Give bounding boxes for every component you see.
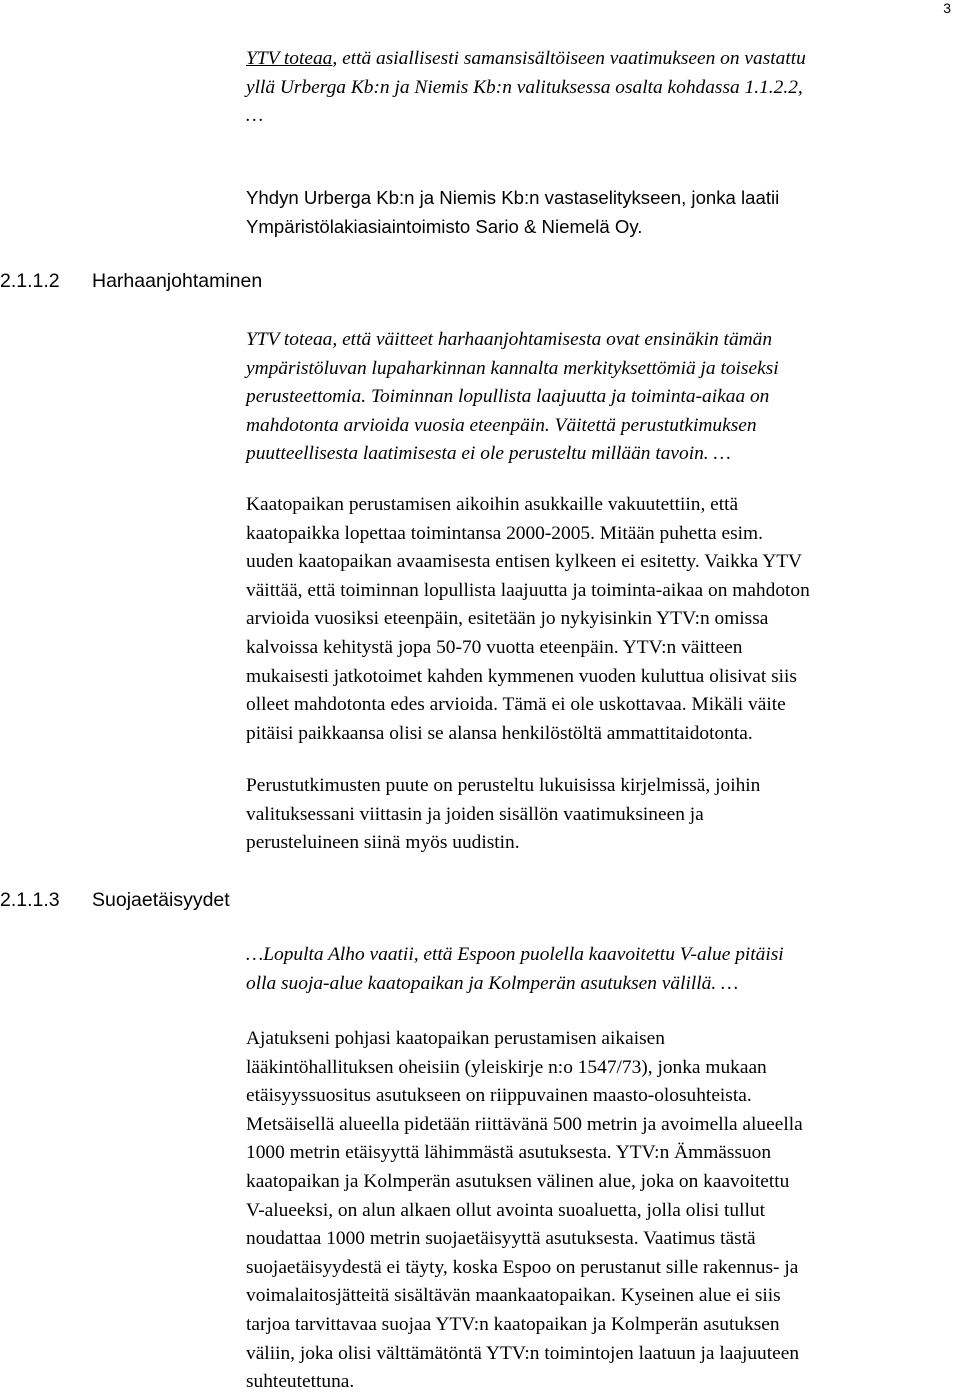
paragraph-line: yllä Urberga Kb:n ja Niemis Kb:n valituksessa osalta kohdassa 1.1.2.2, <box>246 76 803 98</box>
alho-quote <box>246 941 960 998</box>
response-paragraph-4 <box>246 1025 960 1397</box>
paragraph-line: pitäisi paikkaansa olisi se alansa henkilöstöltä ammattitaidotonta. <box>246 722 753 744</box>
ytv-quote-2 <box>246 326 960 469</box>
section-heading-harhaanjohtaminen <box>0 268 262 294</box>
paragraph-line: … <box>246 105 264 127</box>
paragraph-line: YTV toteaa, että väitteet harhaanjohtamisesta ovat ensinäkin tämän <box>246 329 773 350</box>
paragraph-line: väittää, että toiminnan lopullista laajuutta ja toiminta-aikaa on mahdoton <box>246 579 810 601</box>
paragraph-line: kaatopaikka lopettaa toimintansa 2000-2005. Mitään puhetta esim. <box>246 522 763 544</box>
paragraph-line: kalvoissa kehitystä jopa 50-70 vuotta eteenpäin. YTV:n väitteen <box>246 636 743 658</box>
section-title: Suojaetäisyydet <box>92 889 230 911</box>
section-title: Harhaanjohtaminen <box>92 270 263 292</box>
line-text: , että asiallisesti samansisältöiseen vaatimukseen on vastattu <box>332 48 806 69</box>
paragraph-line: olla suoja-alue kaatopaikan ja Kolmperän asutuksen välillä. … <box>246 972 739 994</box>
paragraph-line: perusteettomia. Toiminnan lopullista laajuutta ja toiminta-aikaa on <box>246 386 770 408</box>
paragraph-line: valituksessani viittasin ja joiden sisällön vaatimuksineen ja <box>246 803 704 825</box>
paragraph-line: Metsäisellä alueella pidetään riittävänä 500 metrin ja avoimella alueella <box>246 1113 803 1135</box>
section-number: 2.1.1.2 <box>0 270 60 292</box>
paragraph-line: suojaetäisyydestä ei täyty, koska Espoo on perustanut sille rakennus- ja <box>246 1256 799 1278</box>
paragraph-line: Yhdyn Urberga Kb:n ja Niemis Kb:n vastaselitykseen, jonka laatii <box>246 187 780 208</box>
paragraph-line: perusteluineen siinä myös uudistin. <box>246 832 520 854</box>
paragraph-line: olleet mahdotonta edes arvioida. Tämä ei ole uskottavaa. Mikäli väite <box>246 694 786 716</box>
paragraph-line: väliin, joka olisi välttämätöntä YTV:n toimintojen laatuun ja laajuuteen <box>246 1342 800 1364</box>
paragraph-line: ympäristöluvan lupaharkinnan kannalta merkityksettömiä ja toiseksi <box>246 357 779 379</box>
paragraph-line: Ajatukseni pohjasi kaatopaikan perustamisen aikaisen <box>246 1028 665 1049</box>
section-heading-suojaetaisyydet <box>0 887 230 913</box>
paragraph-line: suhteutettuna. <box>246 1371 355 1393</box>
response-paragraph-3 <box>246 772 960 858</box>
paragraph-line: arvioida vuosiksi eteenpäin, esitetään jo nykyisinkin YTV:n omissa <box>246 608 769 630</box>
ytv-quote-1 <box>246 45 960 131</box>
paragraph-line: voimalaitosjätteitä sisältävän maankaatopaikan. Kyseinen alue ei siis <box>246 1285 781 1307</box>
paragraph-line: kaatopaikan ja Kolmperän asutuksen välinen alue, joka on kaavoitettu <box>246 1170 790 1192</box>
paragraph-line: 1000 metrin etäisyyttä lähimmästä asutuksesta. YTV:n Ämmässuon <box>246 1142 772 1164</box>
page-number: 3 <box>943 0 951 16</box>
paragraph-line: mahdotonta arvioida vuosia eteenpäin. Väitettä perustutkimuksen <box>246 414 757 436</box>
response-paragraph-2 <box>246 491 960 748</box>
paragraph-line: Perustutkimusten puute on perusteltu lukuisissa kirjelmissä, joihin <box>246 775 761 796</box>
paragraph-line: Ympäristölakiasiaintoimisto Sario & Niemelä Oy. <box>246 215 643 237</box>
paragraph-line: lääkintöhallituksen oheisiin (yleiskirje n:o 1547/73), jonka mukaan <box>246 1056 767 1078</box>
underlined-phrase: YTV toteaa <box>246 48 333 69</box>
paragraph-line: etäisyyssuositus asutukseen on riippuvainen maasto-olosuhteista. <box>246 1085 752 1107</box>
paragraph-line <box>246 45 960 74</box>
response-paragraph-1 <box>246 184 960 241</box>
paragraph-line: uuden kaatopaikan avaamisesta entisen kylkeen ei esitetty. Vaikka YTV <box>246 551 803 573</box>
paragraph-line: Kaatopaikan perustamisen aikoihin asukkaille vakuutettiin, että <box>246 494 739 515</box>
paragraph-line: …Lopulta Alho vaatii, että Espoon puolella kaavoitettu V-alue pitäisi <box>246 944 784 965</box>
paragraph-line: noudattaa 1000 metrin suojaetäisyyttä asutuksesta. Vaatimus tästä <box>246 1228 756 1250</box>
section-number: 2.1.1.3 <box>0 889 60 911</box>
paragraph-line: tarjoa tarvittavaa suojaa YTV:n kaatopaikan ja Kolmperän asutuksen <box>246 1313 780 1335</box>
paragraph-line: mukaisesti jatkotoimet kahden kymmenen vuoden kuluttua olisivat siis <box>246 665 797 687</box>
paragraph-line: puutteellisesta laatimisesta ei ole perusteltu millään tavoin. … <box>246 443 731 465</box>
paragraph-line: V-alueeksi, on alun alkaen ollut avointa suoaluetta, jolla olisi tullut <box>246 1199 765 1221</box>
